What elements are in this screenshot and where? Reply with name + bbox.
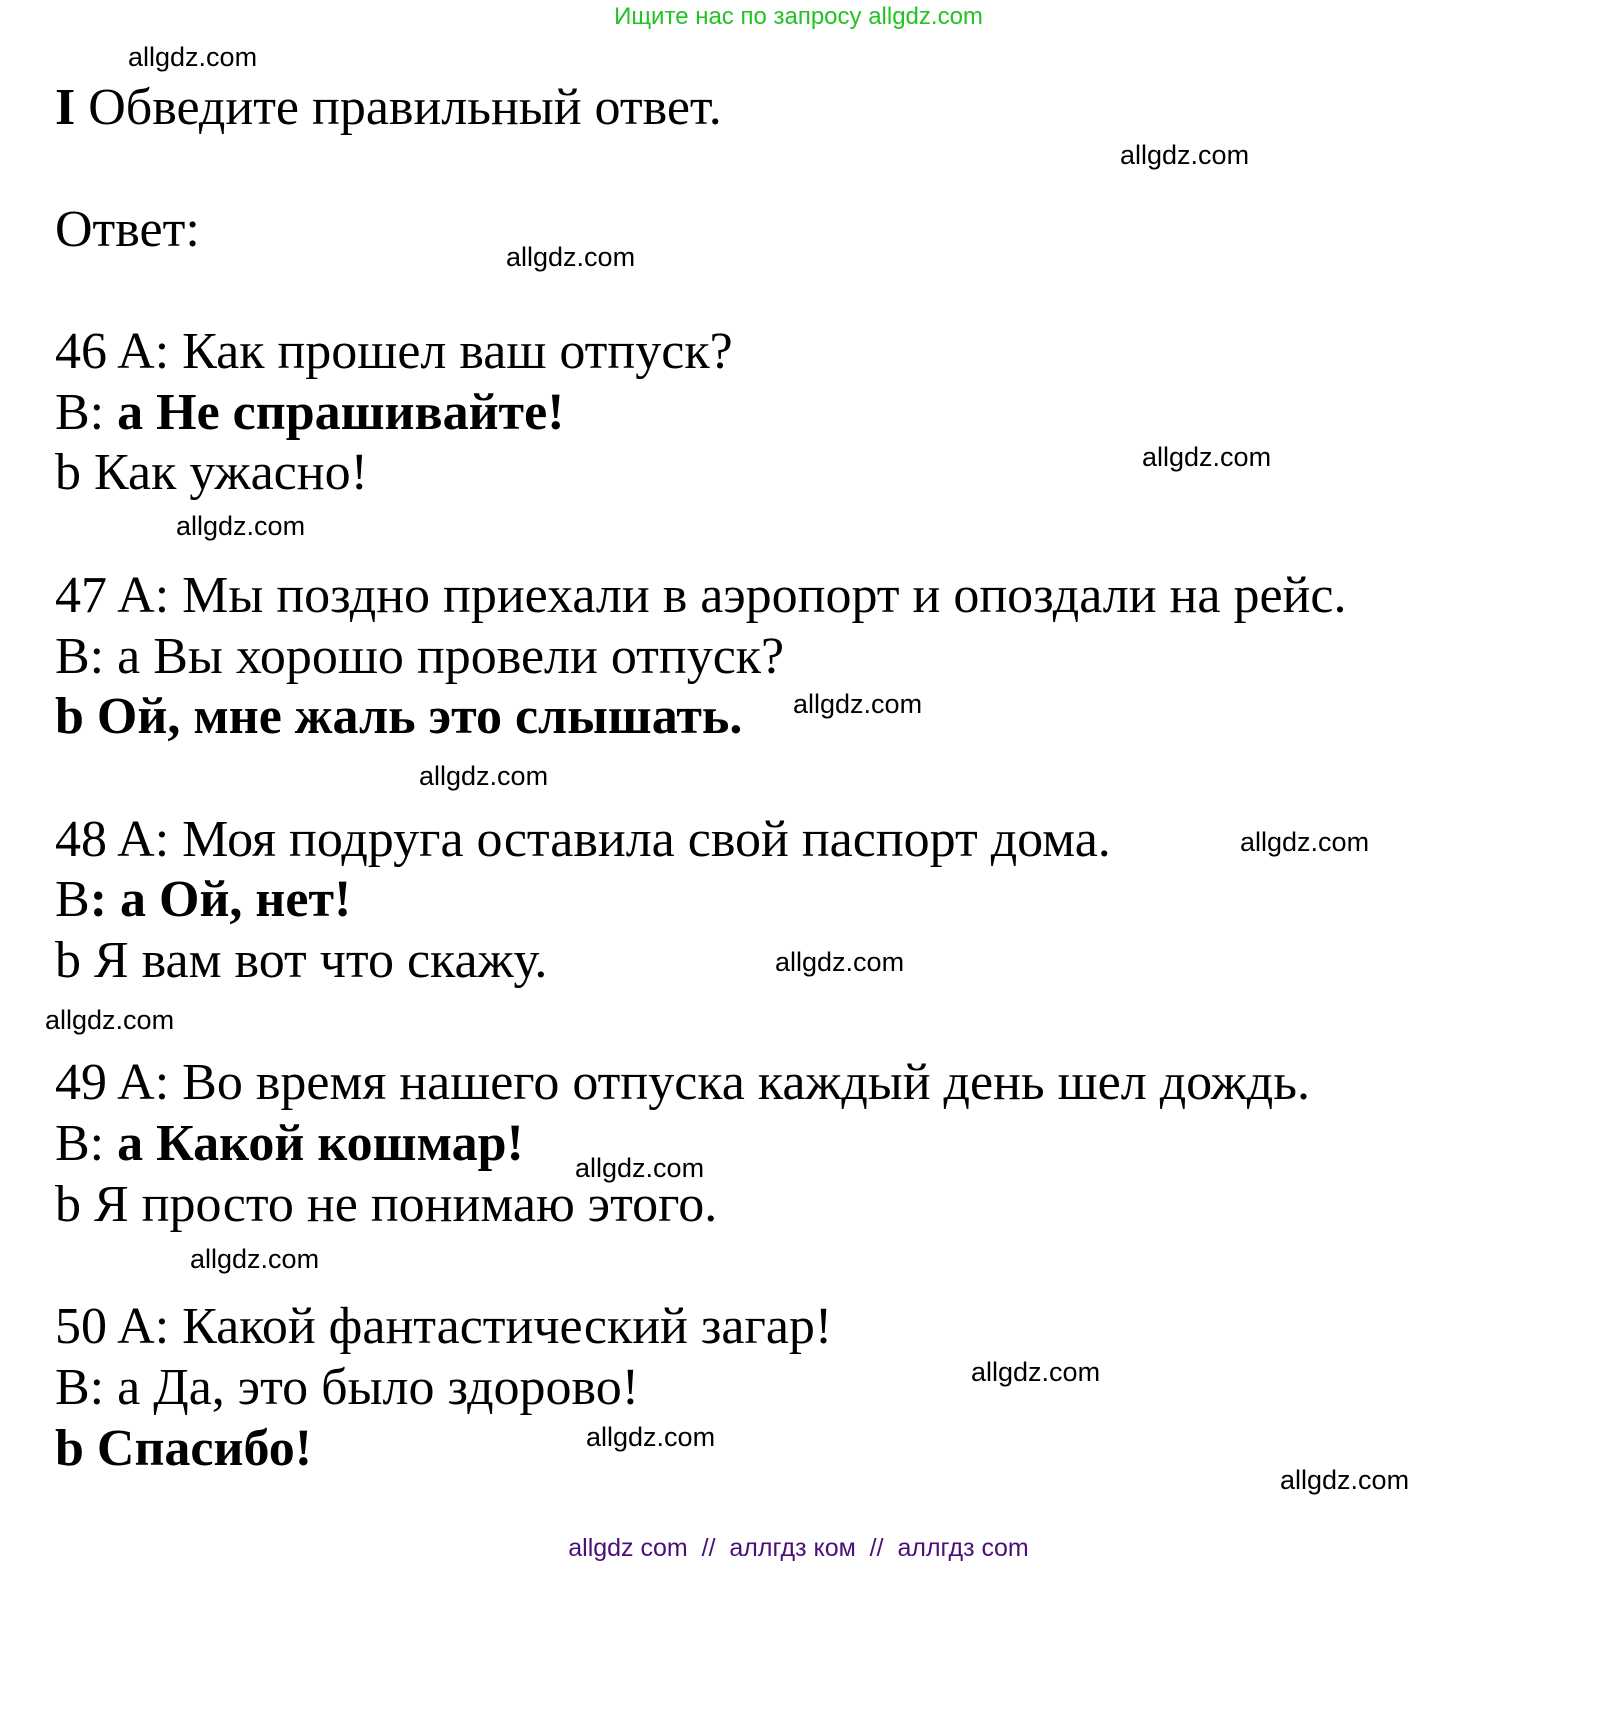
watermark: allgdz.com: [45, 1005, 175, 1035]
answer-label: Ответ:: [55, 201, 200, 258]
option-a-row: [55, 383, 564, 443]
watermark: allgdz.com: [190, 1244, 320, 1274]
option-b-row: [55, 443, 368, 503]
item-number: 50: [55, 1298, 107, 1355]
option-a[interactable]: a Вы хорошо провели отпуск?: [117, 628, 785, 685]
option-b[interactable]: b Я просто не понимаю этого.: [55, 1176, 718, 1233]
option-b-row: [55, 1175, 717, 1235]
option-a-row: [55, 1114, 524, 1174]
task-heading: [55, 78, 722, 138]
speaker-a-line: A: Во время нашего отпуска каждый день шел дождь.: [117, 1054, 1310, 1111]
option-a-correct[interactable]: a Ой, нет!: [120, 871, 352, 928]
speaker-b-colon: :: [89, 871, 121, 928]
site-search-banner: Ищите нас по запросу allgdz.com: [614, 3, 983, 30]
item-question: [55, 566, 1346, 626]
watermark: allgdz.com: [128, 42, 258, 72]
speaker-b-prefix: B: [55, 871, 90, 928]
item-question: [55, 1053, 1310, 1113]
speaker-a-line: A: Как прошел ваш отпуск?: [117, 323, 733, 380]
speaker-b-prefix: B:: [55, 1359, 118, 1416]
option-a-row: [55, 1358, 639, 1418]
item-question: [55, 1297, 832, 1357]
speaker-a-line: A: Мы поздно приехали в аэропорт и опоздали на рейс.: [117, 567, 1347, 624]
option-b-row: [55, 1419, 312, 1479]
speaker-a-line: A: Какой фантастический загар!: [117, 1298, 833, 1355]
item-number: 47: [55, 567, 107, 624]
option-b-row: [55, 931, 547, 991]
watermark: allgdz.com: [971, 1357, 1101, 1387]
item-question: [55, 322, 733, 382]
speaker-b-prefix: B:: [55, 628, 118, 685]
speaker-b-prefix: B:: [55, 1115, 118, 1172]
option-b[interactable]: b Как ужасно!: [55, 444, 368, 501]
watermark: allgdz.com: [176, 511, 306, 541]
watermark: allgdz.com: [419, 761, 549, 791]
item-number: 46: [55, 323, 107, 380]
watermark: allgdz.com: [575, 1153, 705, 1183]
option-a[interactable]: a Да, это было здорово!: [117, 1359, 640, 1416]
option-b-correct[interactable]: b Ой, мне жаль это слышать.: [55, 688, 743, 745]
watermark: allgdz.com: [1280, 1465, 1410, 1495]
speaker-b-prefix: B:: [55, 384, 118, 441]
watermark: allgdz.com: [586, 1422, 716, 1452]
item-number: 48: [55, 811, 107, 868]
option-a-correct[interactable]: a Не спрашивайте!: [117, 384, 565, 441]
watermark: allgdz.com: [1240, 827, 1370, 857]
option-a-correct[interactable]: a Какой кошмар!: [117, 1115, 524, 1172]
site-footer-banner: allgdz com // аллгдз ком // аллгдз com: [568, 1534, 1029, 1562]
watermark: allgdz.com: [775, 947, 905, 977]
option-a-row: [55, 627, 784, 687]
watermark: allgdz.com: [1120, 140, 1250, 170]
option-b[interactable]: b Я вам вот что скажу.: [55, 932, 548, 989]
watermark: allgdz.com: [506, 242, 636, 272]
speaker-a-line: A: Моя подруга оставила свой паспорт дома.: [117, 811, 1111, 868]
item-question: [55, 810, 1111, 870]
item-number: 49: [55, 1054, 107, 1111]
task-number: I: [55, 79, 76, 136]
watermark: allgdz.com: [793, 689, 923, 719]
watermark: allgdz.com: [1142, 442, 1272, 472]
option-b-row: [55, 687, 742, 747]
option-b-correct[interactable]: b Спасибо!: [55, 1420, 313, 1477]
option-a-row: [55, 870, 351, 930]
task-instruction: Обведите правильный ответ.: [88, 79, 722, 136]
